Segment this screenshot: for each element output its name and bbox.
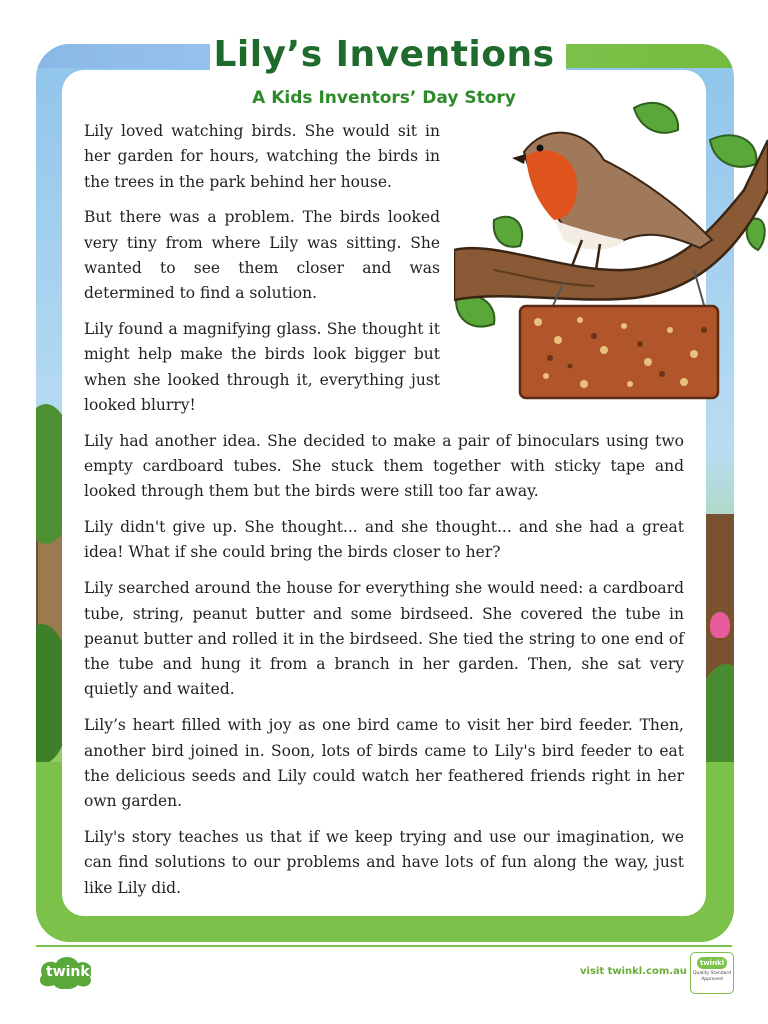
- twinkl-logo-text: twinkl: [46, 964, 95, 980]
- story-paragraph: Lily's story teaches us that if we keep trying and use our imagination, we can find solutions to our problems and have lots of fun along the way, just like Lily did.: [84, 827, 684, 897]
- story-paragraph: Lily searched around the house for everything she would need: a cardboard tube, string, peanut butter and some birdseed. She covered the tube in peanut butter and rolled it in the birdseed. She tied the string to one end of the tube and hung it from a branch in her garden. Then, she sat very quietly and waited.: [84, 579, 684, 699]
- badge-text: Quality Standard Approved: [693, 971, 731, 982]
- quality-badge: [690, 952, 734, 994]
- story-paragraph: Lily’s heart filled with joy as one bird came to visit her bird feeder. Then, another bird joined in. Soon, lots of birds came to Lily's bird feeder to eat the delicious seeds and Lily could watch her feathered friends right in her own garden.: [84, 716, 684, 811]
- story-paragraph: Lily loved watching birds. She would sit in her garden for hours, watching the birds in the trees in the park behind her house.: [84, 122, 440, 191]
- story-text: [84, 119, 684, 911]
- footer-divider: [36, 945, 732, 947]
- page-subtitle: A Kids Inventors’ Day Story: [252, 88, 516, 108]
- flower-right: [710, 612, 730, 638]
- badge-logo: twinkl: [697, 957, 727, 969]
- story-paragraph: But there was a problem. The birds looked very tiny from where Lily was sitting. She wanted to see them closer and was determined to find a solution.: [84, 208, 440, 303]
- story-paragraph: Lily had another idea. She decided to make a pair of binoculars using two empty cardboard tubes. She stuck them together with sticky tape and looked through them but the birds were still too far away.: [84, 431, 684, 501]
- story-paragraph: Lily found a magnifying glass. She thought it might help make the birds look bigger but when she looked through it, everything just looked blurry!: [84, 320, 440, 414]
- story-paragraph: Lily didn't give up. She thought... and she thought... and she had a great idea! What if she could bring the birds closer to her?: [84, 518, 684, 562]
- visit-link[interactable]: visit twinkl.com.au: [580, 966, 687, 977]
- page-title: Lily’s Inventions: [213, 34, 555, 75]
